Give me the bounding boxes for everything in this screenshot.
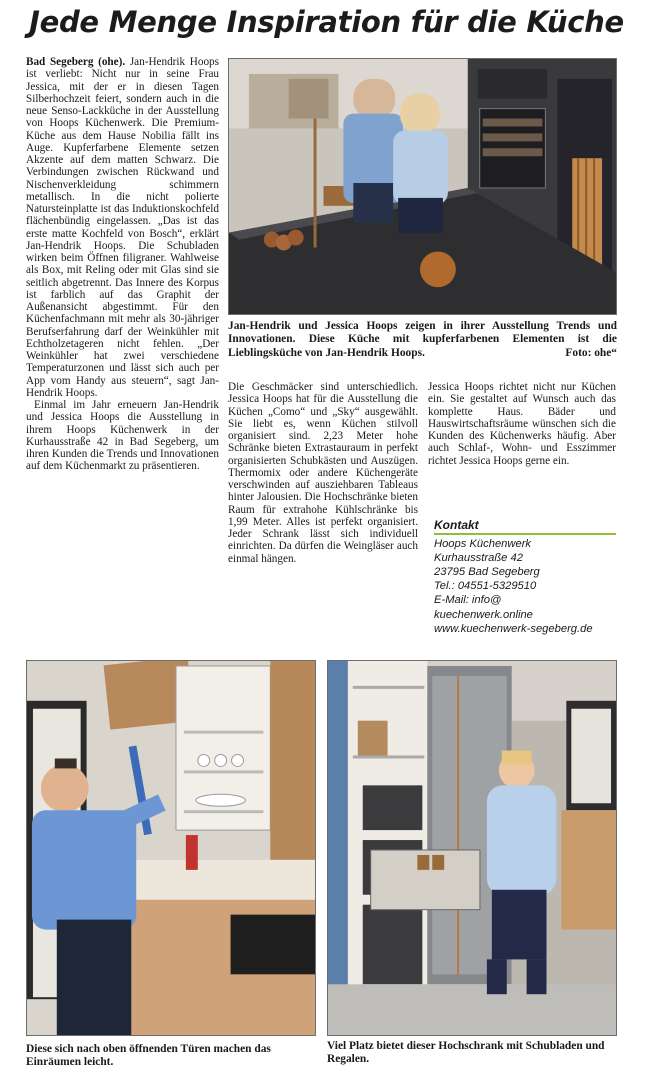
contact-title: Kontakt — [434, 518, 616, 535]
article-paragraph: Jessica Hoops richtet nicht nur Küchen ein. Sie gestaltet auf Wunsch auch das komplette Haus. Bäder und Hauswirtschaftsräume wünschen sich die Kunden des Küchenwerks häufig. Aber auch Schlaf-, Wohn- und Esszimmer richtet Jessica Hoops gerne ein. — [428, 381, 616, 467]
article-headline: Jede Menge Inspiration für die Küche — [29, 5, 624, 39]
photo-couple-in-kitchen — [228, 58, 617, 315]
photo-caption-main — [228, 320, 617, 360]
photo-man-pointing-cabinet — [26, 660, 316, 1036]
contact-street: Kurhausstraße 42 — [434, 552, 523, 565]
article-paragraph: Einmal im Jahr erneuern Jan-Hendrik und Jessica Hoops die Ausstellung in ihrem Hoops Küchenwerk in der Kurhausstraße 42 in Bad Segeberg, um ihren Kunden die Trends und Innovationen auf dem Küchenmarkt zu präsentieren. — [26, 399, 219, 473]
photo-caption-left: Diese sich nach oben öffnenden Türen machen das Einräumen leicht. — [26, 1043, 271, 1069]
article-column-1 — [26, 56, 219, 473]
contact-box — [434, 518, 616, 636]
photo-credit: Foto: ohe“ — [565, 346, 617, 359]
contact-website[interactable]: www.kuechenwerk-segeberg.de — [434, 622, 593, 635]
contact-phone: Tel.: 04551-5329510 — [434, 580, 537, 593]
article-text: Jan-Hendrik Hoops ist verliebt: Nicht nur in seine Frau Jessica, mit der er in diesen Tagen Silberhochzeit feiert, sondern auch in die neue Senso-Lackküche in der Ausstellung von Hoops Küchenwerk. Die Premium-Küche aus dem Hause Nobilia fällt ins Auge. Kupferfarbene Elemente setzen Akzente auf dem matten Schwarz. Die Verbindungen zwischen Rückwand und Nischenverkleidung schimmern metallisch. In die nicht polierte Natursteinplatte ist das Induktionskochfeld flächenbündig eingelassen. „Das ist das erste matte Kochfeld von Bosch“, erklärt Jan-Hendrik Hoops. Die Schubladen wirken beim Öffnen filigraner. Wahlweise als Box, mit Reling oder mit Glas sind sie seitlich abgetrennt. Das Innere des Korpus ist farblich auf das Graphit der Außenansicht abgestimmt. Für den Küchenfachmann mit mehr als 30-jähriger Berufserfahrung darf der Weinkühler mit Echtholzetageren nicht fehlen. „Der Weinkühler hat zwei verschiedene Temperaturzonen und lässt sich auch per App vom Handy aus steuern“, sagt Jan-Hendrik Hoops. — [26, 56, 219, 399]
photo-woman-tall-cabinet — [327, 660, 617, 1036]
contact-email-domain: kuechenwerk.online — [434, 608, 533, 621]
caption-text: Jan-Hendrik und Jessica Hoops zeigen in ihrer Ausstellung Trends und Innovationen. Diese Küche mit kupferfarbenen Elementen ist die Lieblingsküche von Jan-Hendrik Hoops. — [228, 320, 617, 359]
article-paragraph: Die Geschmäcker sind unterschiedlich. Jessica Hoops hat für die Ausstellung die Küchen „Como“ und „Sky“ ausgewählt. Sie liebt es, wenn Küchen stilvoll organisiert sind. 2,23 Meter hohe Schränke bieten Extrastauraum in perfekt organisierten Schubkästen und Auszügen. Thermomix oder andere Küchengeräte verschwinden auf ausziehbaren Tableaus hinter Jalousien. Die Hochschränke bieten Raum für extrahohe Kühlschränke bis 1,99 Meter. Alles ist perfekt organisiert. Jeder Schrank lässt sich individuell einrichten. Da dürfen die Weingläser auch einmal hängen. — [228, 381, 418, 565]
article-column-3 — [428, 381, 616, 467]
article-dateline: Bad Segeberg (ohe). — [26, 56, 126, 68]
contact-company: Hoops Küchenwerk — [434, 538, 532, 551]
article-paragraph — [26, 56, 219, 399]
photo-caption-right: Viel Platz bietet dieser Hochschrank mit Schubladen und Regalen. — [327, 1040, 605, 1066]
contact-city: 23795 Bad Segeberg — [434, 566, 540, 579]
article-column-2 — [228, 381, 418, 565]
contact-email-label: E-Mail: info@ — [434, 594, 502, 607]
